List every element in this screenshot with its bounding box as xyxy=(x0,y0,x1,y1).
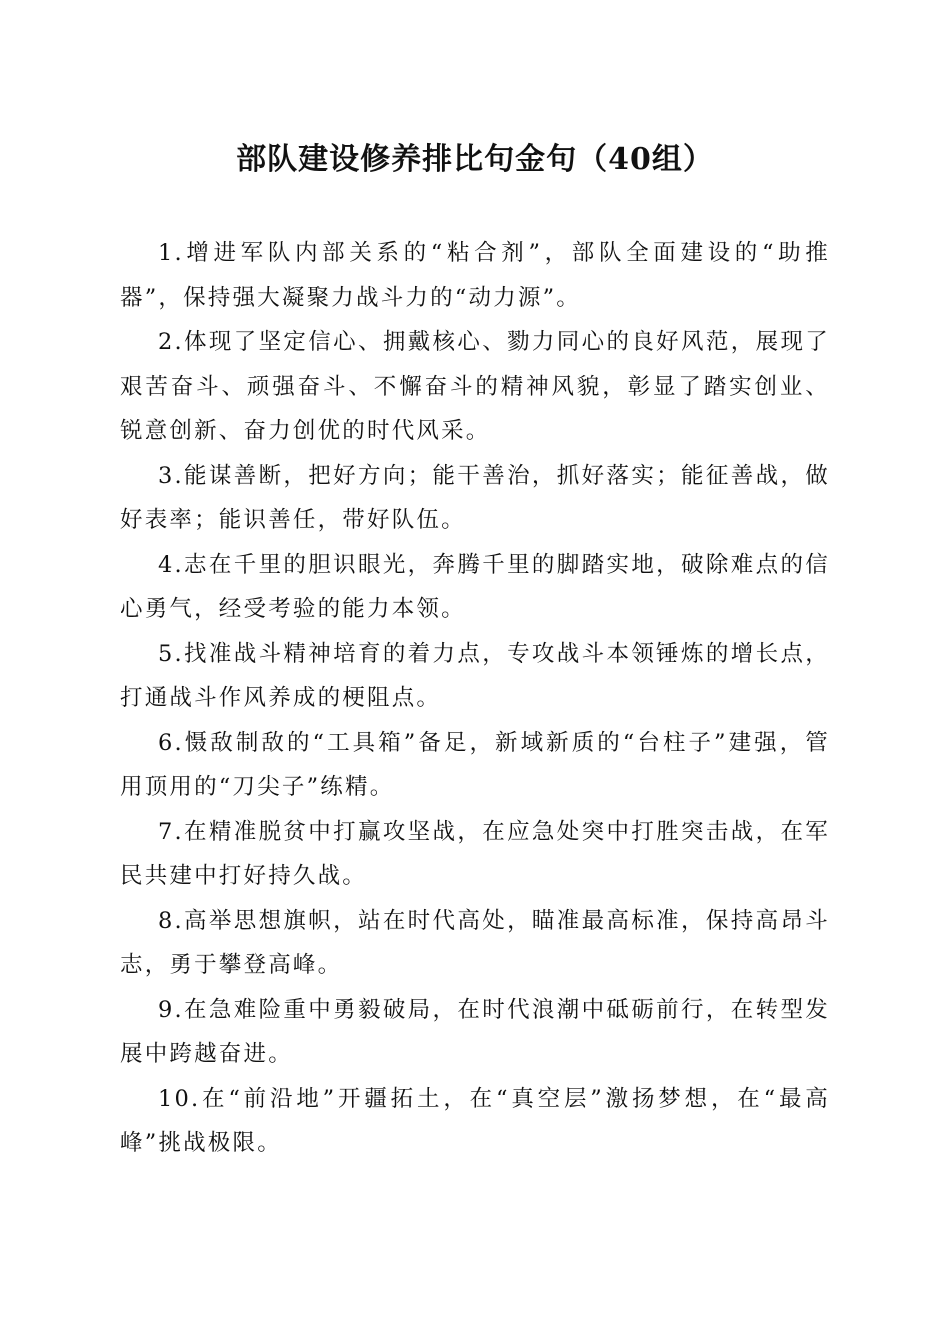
list-item: 8.高举思想旗帜，站在时代高处，瞄准最高标准，保持高昂斗志，勇于攀登高峰。 xyxy=(120,907,830,978)
item-list xyxy=(120,231,830,1166)
list-item: 10.在“前沿地”开疆拓土，在“真空层”激扬梦想，在“最高峰”挑战极限。 xyxy=(120,1085,830,1156)
list-item: 7.在精准脱贫中打赢攻坚战，在应急处突中打胜突击战，在军民共建中打好持久战。 xyxy=(120,818,830,889)
list-item: 6.慑敌制敌的“工具箱”备足，新域新质的“台柱子”建强，管用顶用的“刀尖子”练精。 xyxy=(120,729,830,800)
list-item: 4.志在千里的胆识眼光，奔腾千里的脚踏实地，破除难点的信心勇气，经受考验的能力本领。 xyxy=(120,551,830,622)
list-item: 3.能谋善断，把好方向；能干善治，抓好落实；能征善战，做好表率；能识善任，带好队伍。 xyxy=(120,462,830,533)
list-item: 5.找准战斗精神培育的着力点，专攻战斗本领锤炼的增长点，打通战斗作风养成的梗阻点。 xyxy=(120,640,830,711)
list-item: 2.体现了坚定信心、拥戴核心、勠力同心的良好风范，展现了艰苦奋斗、顽强奋斗、不懈奋斗的精神风貌，彰显了踏实创业、锐意创新、奋力创优的时代风采。 xyxy=(120,329,830,444)
list-item: 1.增进军队内部关系的“粘合剂”，部队全面建设的“助推器”，保持强大凝聚力战斗力的“动力源”。 xyxy=(120,240,830,311)
list-item: 9.在急难险重中勇毅破局，在时代浪潮中砥砺前行，在转型发展中跨越奋进。 xyxy=(120,996,830,1067)
document-title: 部队建设修养排比句金句（40组） xyxy=(236,142,714,177)
